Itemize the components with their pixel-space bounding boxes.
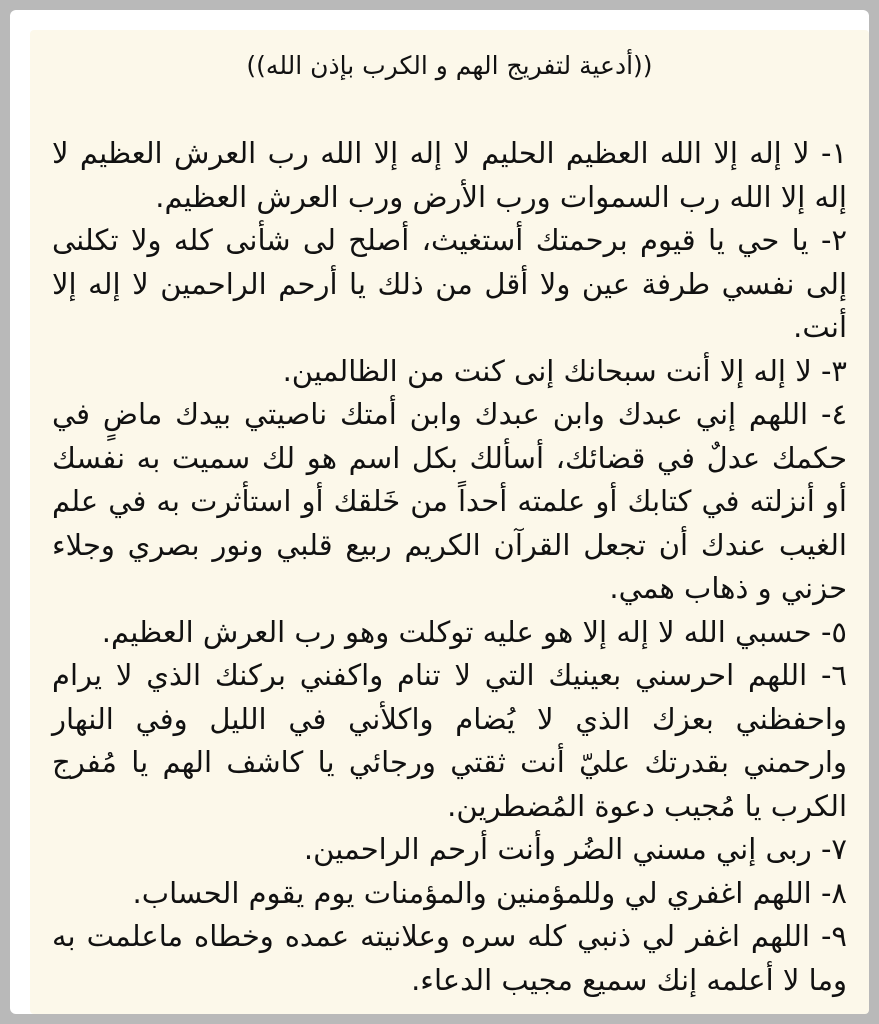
dua-item-5 <box>52 611 847 655</box>
document-card <box>30 30 869 1014</box>
dua-item-4 <box>52 393 847 611</box>
dua-text: اللهم اغفر لي ذنبي كله سره وعلانيته عمده وخطاه ماعلمت به وما لا أعلمه إنك سميع مجيب الدعاء. <box>52 919 847 997</box>
dua-item-8 <box>52 872 847 916</box>
dua-text: لا إله إلا الله العظيم الحليم لا إله إلا الله رب العرش العظيم لا إله إلا الله رب السموات ورب الأرض ورب العرش العظيم. <box>52 136 847 214</box>
dua-number: ٤- <box>820 397 848 431</box>
dua-list <box>52 132 847 1002</box>
dua-text: اللهم إني عبدك وابن عبدك وابن أمتك ناصيتي بيدك ماضٍ في حكمك عدلٌ في قضائك، أسألك بكل اسم هو لك سميت به نفسك أو أنزلته في كتابك أو علمته أحداً من خَلقك أو استأثرت به في علم الغيب عندك أن تجعل القرآن الكريم ربيع قلبي ونور بصري وجلاء حزني و ذهاب همي. <box>52 397 847 605</box>
dua-item-3 <box>52 350 847 394</box>
dua-number: ١- <box>820 136 848 170</box>
dua-number: ٨- <box>820 875 847 910</box>
dua-item-2 <box>52 219 847 350</box>
dua-text: اللهم احرسني بعينيك التي لا تنام واكفني بركنك الذي لا يرام واحفظني بعزك الذي لا يُضام واكلأني في الليل وفي النهار وارحمني بقدرتك عليّ أنت ثقتي ورجائي يا كاشف الهم يا مُفرج الكرب يا مُجيب دعوة المُضطرين. <box>52 658 847 823</box>
dua-text: حسبي الله لا إله إلا هو عليه توكلت وهو رب العرش العظيم. <box>101 614 812 649</box>
dua-number: ٣- <box>820 353 847 388</box>
dua-text: يا حي يا قيوم برحمتك أستغيث، أصلح لى شأنى كله ولا تكلنى إلى نفسي طرفة عين ولا أقل من ذلك يا أرحم الراحمين لا إله إلا أنت. <box>52 223 847 344</box>
dua-text: لا إله إلا أنت سبحانك إنى كنت من الظالمين. <box>282 353 812 388</box>
page-frame <box>10 10 869 1014</box>
dua-item-7 <box>52 828 847 872</box>
dua-number: ٩- <box>820 919 847 953</box>
dua-number: ٦- <box>820 658 847 692</box>
dua-number: ٥- <box>820 614 847 649</box>
dua-text: ربى إني مسني الضُر وأنت أرحم الراحمين. <box>303 832 812 866</box>
dua-number: ٧- <box>820 832 847 866</box>
dua-number: ٢- <box>820 223 848 257</box>
dua-item-9 <box>52 915 847 1002</box>
dua-item-6 <box>52 654 847 828</box>
dua-text: اللهم اغفري لي وللمؤمنين والمؤمنات يوم يقوم الحساب. <box>132 875 812 910</box>
dua-item-1 <box>52 132 847 219</box>
document-title: ((أدعية لتفريج الهم و الكرب بإذن الله)) <box>246 51 653 80</box>
